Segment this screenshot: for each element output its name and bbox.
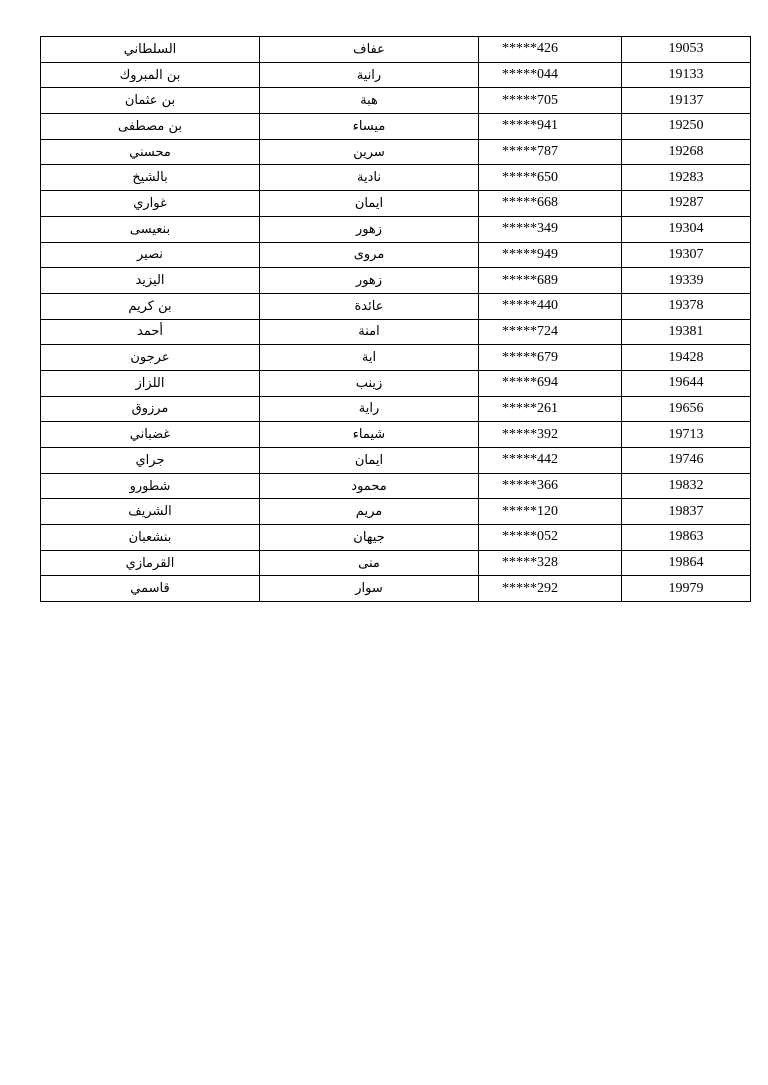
number-cell: 19304 [622,216,751,242]
last-name-cell: نصير [41,242,260,268]
first-name-cell: امنة [260,319,479,345]
number-cell: 19250 [622,114,751,140]
masked-id-cell: *****366 [479,473,622,499]
first-name-cell: ايمان [260,448,479,474]
last-name-cell: السلطاني [41,37,260,63]
table-row [41,191,751,217]
results-table [40,36,751,602]
last-name-cell: بن مصطفى [41,114,260,140]
first-name-cell: شيماء [260,422,479,448]
first-name-cell: سوار [260,576,479,602]
last-name-cell: محسني [41,139,260,165]
last-name-cell: الشريف [41,499,260,525]
last-name-cell: بنعيسى [41,216,260,242]
results-table-body [41,37,751,602]
number-cell: 19656 [622,396,751,422]
number-cell: 19837 [622,499,751,525]
table-row [41,499,751,525]
first-name-cell: زهور [260,216,479,242]
masked-id-cell: *****426 [479,37,622,63]
number-cell: 19864 [622,550,751,576]
first-name-cell: راية [260,396,479,422]
table-row [41,242,751,268]
table-row [41,268,751,294]
table-row [41,216,751,242]
table-row [41,448,751,474]
first-name-cell: منى [260,550,479,576]
masked-id-cell: *****941 [479,114,622,140]
masked-id-cell: *****650 [479,165,622,191]
masked-id-cell: *****949 [479,242,622,268]
table-row [41,396,751,422]
last-name-cell: بن كريم [41,293,260,319]
table-row [41,525,751,551]
last-name-cell: بالشيخ [41,165,260,191]
first-name-cell: مروى [260,242,479,268]
last-name-cell: اليزيد [41,268,260,294]
table-row [41,422,751,448]
table-row [41,576,751,602]
masked-id-cell: *****349 [479,216,622,242]
number-cell: 19979 [622,576,751,602]
first-name-cell: زينب [260,370,479,396]
number-cell: 19307 [622,242,751,268]
first-name-cell: جيهان [260,525,479,551]
last-name-cell: قاسمي [41,576,260,602]
table-row [41,345,751,371]
table-row [41,550,751,576]
masked-id-cell: *****392 [479,422,622,448]
number-cell: 19287 [622,191,751,217]
masked-id-cell: *****261 [479,396,622,422]
masked-id-cell: *****679 [479,345,622,371]
masked-id-cell: *****442 [479,448,622,474]
first-name-cell: مريم [260,499,479,525]
number-cell: 19133 [622,62,751,88]
table-row [41,319,751,345]
table-row [41,370,751,396]
first-name-cell: سرين [260,139,479,165]
number-cell: 19713 [622,422,751,448]
first-name-cell: زهور [260,268,479,294]
last-name-cell: غضباني [41,422,260,448]
masked-id-cell: *****044 [479,62,622,88]
number-cell: 19746 [622,448,751,474]
masked-id-cell: *****724 [479,319,622,345]
masked-id-cell: *****052 [479,525,622,551]
table-row [41,139,751,165]
number-cell: 19644 [622,370,751,396]
number-cell: 19053 [622,37,751,63]
last-name-cell: جراي [41,448,260,474]
last-name-cell: أحمد [41,319,260,345]
first-name-cell: نادية [260,165,479,191]
first-name-cell: محمود [260,473,479,499]
masked-id-cell: *****689 [479,268,622,294]
number-cell: 19339 [622,268,751,294]
last-name-cell: بن المبروك [41,62,260,88]
last-name-cell: عرجون [41,345,260,371]
results-table-container [40,36,751,602]
last-name-cell: اللزاز [41,370,260,396]
last-name-cell: غواري [41,191,260,217]
first-name-cell: هبة [260,88,479,114]
last-name-cell: بن عثمان [41,88,260,114]
first-name-cell: عفاف [260,37,479,63]
masked-id-cell: *****694 [479,370,622,396]
table-row [41,88,751,114]
table-row [41,293,751,319]
last-name-cell: مرزوق [41,396,260,422]
masked-id-cell: *****292 [479,576,622,602]
table-row [41,62,751,88]
masked-id-cell: *****668 [479,191,622,217]
first-name-cell: ميساء [260,114,479,140]
number-cell: 19863 [622,525,751,551]
last-name-cell: بنشعبان [41,525,260,551]
masked-id-cell: *****120 [479,499,622,525]
table-row [41,473,751,499]
first-name-cell: اية [260,345,479,371]
first-name-cell: ايمان [260,191,479,217]
number-cell: 19268 [622,139,751,165]
number-cell: 19378 [622,293,751,319]
table-row [41,37,751,63]
number-cell: 19381 [622,319,751,345]
number-cell: 19283 [622,165,751,191]
masked-id-cell: *****328 [479,550,622,576]
first-name-cell: رانية [260,62,479,88]
number-cell: 19137 [622,88,751,114]
masked-id-cell: *****705 [479,88,622,114]
masked-id-cell: *****440 [479,293,622,319]
number-cell: 19832 [622,473,751,499]
last-name-cell: شطورو [41,473,260,499]
last-name-cell: القرمازي [41,550,260,576]
number-cell: 19428 [622,345,751,371]
table-row [41,165,751,191]
masked-id-cell: *****787 [479,139,622,165]
table-row [41,114,751,140]
first-name-cell: عائدة [260,293,479,319]
